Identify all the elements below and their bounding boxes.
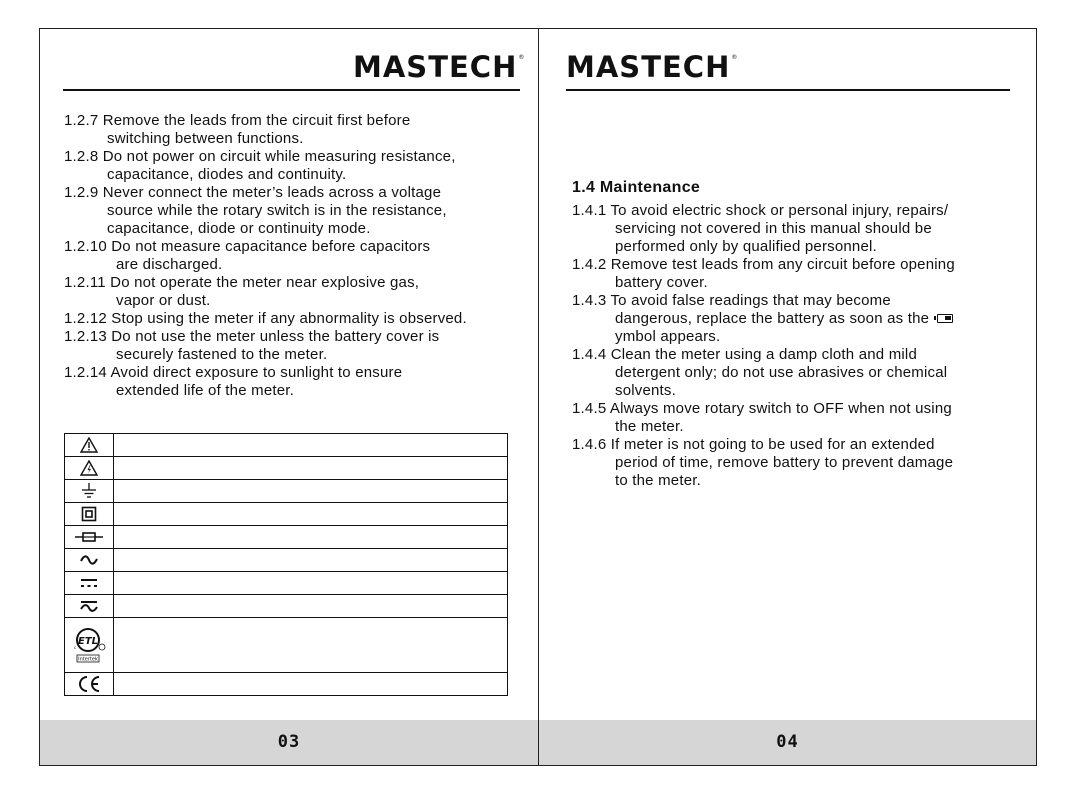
list-item: 1.4.2 Remove test leads from any circuit before opening battery cover. <box>572 256 955 291</box>
svg-text:Intertek: Intertek <box>78 656 98 663</box>
list-item: 1.4.5 Always move rotary switch to OFF when not using the meter. <box>572 400 952 435</box>
ac-icon <box>65 554 113 566</box>
table-row <box>65 503 508 526</box>
etl-intertek-icon <box>65 625 113 665</box>
symbol-description <box>114 480 508 503</box>
symbol-description <box>114 595 508 618</box>
brand-logo-left: MASTECH® <box>353 50 526 84</box>
page-divider <box>538 28 539 766</box>
page-footer-left <box>40 720 538 765</box>
ground-icon <box>65 482 113 500</box>
warning-icon <box>65 437 113 453</box>
fuse-icon <box>65 531 113 543</box>
header-rule-right <box>566 89 1010 91</box>
table-row <box>65 595 508 618</box>
safety-list <box>64 112 524 400</box>
symbol-description <box>114 673 508 696</box>
list-item: 1.4.3 To avoid false readings that may become dangerous, replace the battery as soon as the ymbol appears. <box>572 292 1012 346</box>
table-row <box>65 673 508 696</box>
battery-icon <box>937 314 953 323</box>
symbol-description <box>114 503 508 526</box>
table-row <box>65 526 508 549</box>
list-item: 1.2.9 Never connect the meter’s leads across a voltage source while the rotary switch is in the resistance, capacitance, diode or continuity mode. <box>64 184 447 237</box>
double-insulation-icon <box>65 506 113 522</box>
list-item: 1.2.7 Remove the leads from the circuit first before switching between functions. <box>64 112 411 147</box>
symbol-description <box>114 549 508 572</box>
symbol-description <box>114 618 508 673</box>
header-rule-left <box>63 89 520 91</box>
page-number: 03 <box>277 732 301 752</box>
page-number: 04 <box>776 732 799 752</box>
symbols-table <box>64 433 508 696</box>
table-row <box>65 618 508 673</box>
table-row <box>65 480 508 503</box>
table-row <box>65 572 508 595</box>
list-item: 1.2.8 Do not power on circuit while measuring resistance, capacitance, diodes and continuity. <box>64 148 456 183</box>
section-heading: 1.4 Maintenance <box>572 179 701 196</box>
symbol-description <box>114 572 508 595</box>
list-item: 1.2.10 Do not measure capacitance before capacitors are discharged. <box>64 238 431 273</box>
symbol-description <box>114 526 508 549</box>
list-item: 1.2.13 Do not use the meter unless the battery cover is securely fastened to the meter. <box>64 328 440 363</box>
symbol-description <box>114 457 508 480</box>
maintenance-list <box>572 202 1012 490</box>
table-row <box>65 457 508 480</box>
table-row <box>65 434 508 457</box>
svg-text:c: c <box>74 645 77 650</box>
list-item: 1.2.11 Do not operate the meter near explosive gas, vapor or dust. <box>64 274 420 309</box>
page-footer-right <box>539 720 1036 765</box>
ac-dc-icon <box>65 599 113 613</box>
symbol-description <box>114 434 508 457</box>
brand-logo-right: MASTECH® <box>566 50 739 84</box>
table-row <box>65 549 508 572</box>
list-item: 1.4.6 If meter is not going to be used for an extended period of time, remove battery to prevent damage to the meter. <box>572 436 954 489</box>
list-item: 1.4.4 Clean the meter using a damp cloth and mild detergent only; do not use abrasives or chemical solvents. <box>572 346 948 399</box>
dc-icon <box>65 577 113 589</box>
list-item: 1.2.12 Stop using the meter if any abnormality is observed. <box>64 310 467 327</box>
high-voltage-icon <box>65 460 113 476</box>
list-item: 1.2.14 Avoid direct exposure to sunlight to ensure extended life of the meter. <box>64 364 403 399</box>
svg-text:ETL: ETL <box>77 636 99 647</box>
list-item: 1.4.1 To avoid electric shock or personal injury, repairs/ servicing not covered in this manual should be performed only by qualified personnel. <box>572 202 949 255</box>
ce-icon <box>65 675 113 693</box>
